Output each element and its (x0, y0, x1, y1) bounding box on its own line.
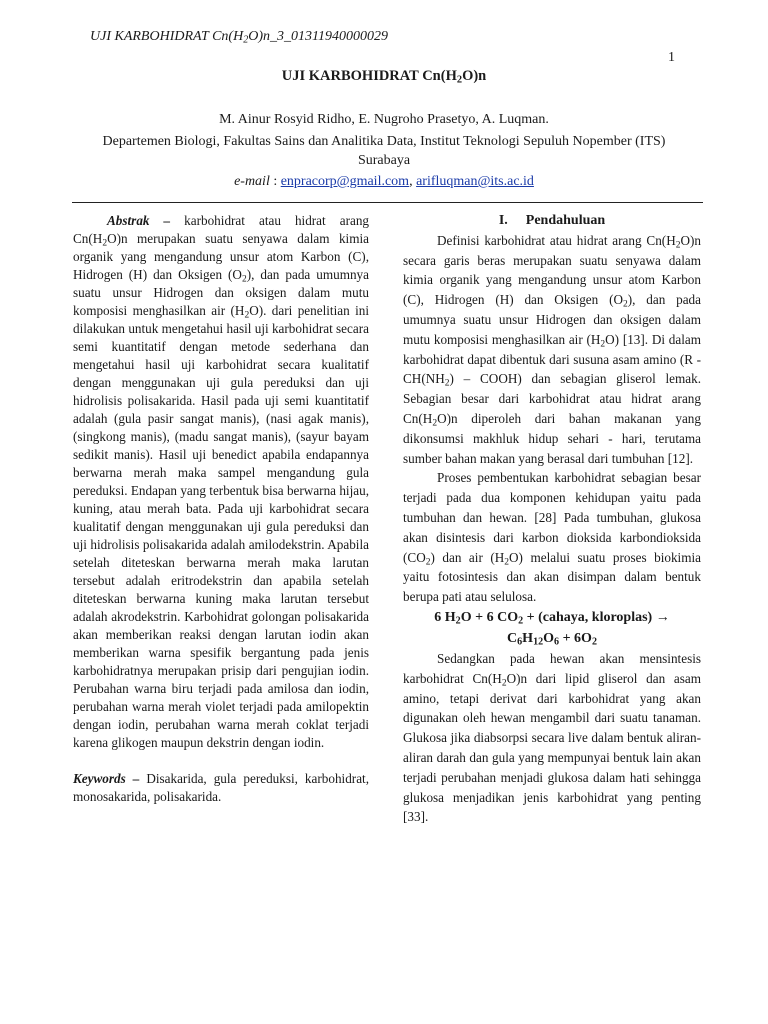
intro-paragraph-3: Sedangkan pada hewan akan mensintesis karbohidrat $Cn(H_2O)n$ dari lipid gliserol dan asam amino, tetapi derivat dari karbohidrat yang akan digunakan oleh hewan mengambil dari suatu tanaman. Glukosa jika diabsorpsi secara live dalam bentuk aliran-aliran darah dan gula yang mempunyai bentuk lain akan terjadi perubahan menjadi glukosa dalam hati sehingga glukosa menjadikan jenis karbohidrat yang penting [33]. (403, 650, 702, 825)
section-title: Pendahuluan (525, 213, 606, 228)
left-column (73, 212, 369, 806)
photosynthesis-formula-line-2: $C_6H_{12}O_6 + 6O_2$ (507, 630, 597, 648)
intro-paragraph-2: Proses pembentukan karbohidrat sebagian besar terjadi pada dua komponen kehidupan yaitu pada tumbuhan dan hewan. [28] Pada tumbuhan, glukosa akan disintesis dari karbon dioksida karbondioksida $(CO_2)$ dan air $(H_2O)$ melalui suatu proses biokimia yaitu fotosintesis dan akan disimpan dalam bentuk berupa pati atau selulosa. (403, 470, 701, 605)
photosynthesis-formula-line-1: 6 $H_2O + 6$ $CO_2$ + (cahaya, kloroplas) → (434, 609, 670, 627)
email-link-2[interactable]: arifluqman@its.ac.id (416, 174, 534, 189)
abstract-paragraph: Abstrak – karbohidrat atau hidrat arang $Cn(H_2O)n$ merupakan suatu senyawa dalam kimia organik yang mengandung unsur atom Karbon (C), Hidrogen (H) dan Oksigen $(O_2)$, dan pada umumnya suatu unsur Hidrogen dan oksigen dalam mutu komposisi menghasilkan air $(H_2O)$. dari penelitian ini dilakukan untuk mengetahui hasil uji karbohidrat secara semi kuantitatif dengan metode sederhana dan mengetahui hasil uji karbohidrat secara kualitatif dengan menggunakan uji gula pereduksi dan uji hidrolisis polisakarida. Hasil pada uji semi kuantitatif adalah (gula pasir sangat manis), (nasi agak manis), (singkong manis), (madu sangat manis), (sayur bayam sedikit manis). Hasil uji benedict apabila endapannya berwarna merah maka sampel mengandung gula pereduksi. Endapan yang terbentuk bisa berwarna hijau, kuning, atau merah bata. Pada uji karbohidrat secara kualitatif dengan menggunakan uji gula pereduksi dan uji hidrolisis polisakarida adalah amilodekstrin. Apabila setelah diteteskan berwarna merah maka larutan tersebut adalah eritrodekstrin dan apabila setelah diteteskan berwarna kuning maka larutan tersebut adalah akrodekstrin. Karbohidrat golongan polisakarida akan memberikan reaksi dengan larutan iodin akan memberikan warna spesifik bergantung pada jenis karbohidratnya merupakan prisip dari pengujian iodin. Perubahan warna biru terjadi pada amilosa dan iodin, perubahan warna merah violet terjadi pada amilopektin dengan iodin, perubahan warna merah coklat terjadi karena glikogen maupun dekstrin dengan iodin. (73, 213, 370, 750)
email-line: e-mail : enpracorp@gmail.com, arifluqman@its.ac.id (234, 174, 534, 189)
intro-paragraph-1: Definisi karbohidrat atau hidrat arang $Cn(H_2O)n$ secara garis beras merupakan suatu senyawa dalam kimia organik yang mengandung unsur atom Karbon (C), Hidrogen (H) dan Oksigen $(O_2)$, dan pada umumnya suatu unsur Hidrogen dan oksigen dalam mutu komposisi menghasilkan air $(H_2O)$ [13]. Di dalam karbohidrat dapat dibentuk dari susuna asam amino ($R - CH(NH_2)$ – COOH) dan sebagian gliserol lemak. Sebagian besar dari karbohidrat atau hidrat arang $Cn(H_2O)n$ diperoleh dari bahan makanan yang dikonsumsi makhluk hidup sehari - hari, terutama sumber bahan makan yang berasal dari tumbuhan [12]. (403, 232, 702, 466)
page-number: 1 (668, 50, 675, 65)
abstract-label: Abstrak – (107, 213, 171, 228)
email-label: e-mail (234, 174, 270, 189)
paper-title: UJI KARBOHIDRAT $Cn(H_2O)n$ (281, 68, 487, 86)
affiliation: Departemen Biologi, Fakultas Sains dan Analitika Data, Institut Teknologi Sepuluh Nopember (ITS) Surabaya (102, 134, 666, 168)
author-list: M. Ainur Rosyid Ridho, E. Nugroho Prasetyo, A. Luqman. (219, 112, 549, 127)
header-divider (72, 202, 703, 203)
right-column (403, 211, 701, 827)
keywords-paragraph: Keywords – Disakarida, gula pereduksi, karbohidrat, monosakarida, polisakarida. (73, 771, 370, 804)
keywords-label: Keywords – (73, 771, 140, 786)
section-number: I. (498, 213, 508, 228)
section-heading (403, 211, 701, 231)
running-header: UJI KARBOHIDRAT $Cn(H_2O)n\_3\_01311940000029$ (90, 29, 388, 46)
email-link-1[interactable]: enpracorp@gmail.com (280, 174, 410, 189)
